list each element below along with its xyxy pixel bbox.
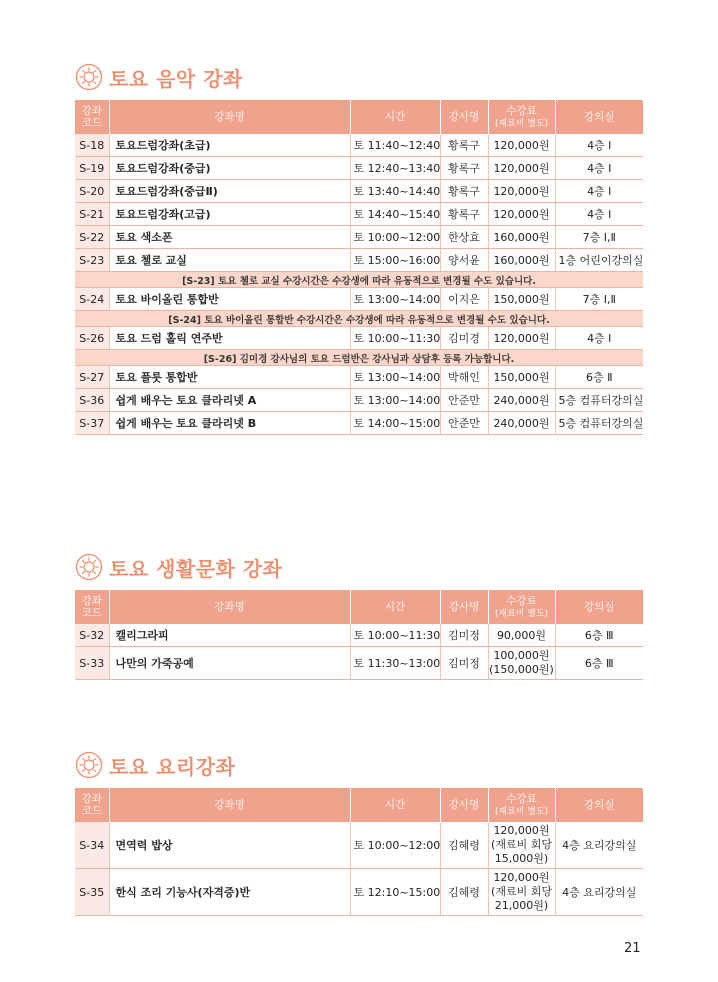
course-room: 7층 Ⅰ,Ⅱ (555, 288, 643, 311)
course-time: 토 10:00~11:30 (350, 624, 440, 647)
table-row (75, 157, 643, 180)
course-room: 7층 Ⅰ,Ⅱ (555, 226, 643, 249)
course-name: 토요드럼강좌(고급) (109, 203, 350, 226)
course-teacher: 안준만 (440, 412, 488, 435)
course-fee-line: 120,000원 (493, 824, 550, 837)
course-fee-line: 15,000원) (494, 852, 549, 865)
course-fee: 160,000원 (488, 249, 555, 272)
header-code: 강좌 코드 (75, 590, 109, 624)
course-name: 토요 바이올린 통합반 (109, 288, 350, 311)
course-fee-line: (재료비 회당 (491, 885, 552, 898)
header-time: 시간 (350, 788, 440, 822)
course-time: 토 13:40~14:40 (350, 180, 440, 203)
course-time: 토 15:00~16:00 (350, 249, 440, 272)
table-row (75, 869, 643, 916)
table-header-row (75, 590, 643, 624)
course-room: 4층 Ⅰ (555, 157, 643, 180)
course-fee: 160,000원 (488, 226, 555, 249)
course-name: 토요드럼강좌(중급) (109, 157, 350, 180)
course-room: 4층 Ⅰ (555, 203, 643, 226)
header-name: 강좌명 (109, 100, 350, 134)
course-room: 4층 Ⅰ (555, 327, 643, 350)
course-time: 토 10:00~12:00 (350, 822, 440, 869)
course-fee: 240,000원 (488, 412, 555, 435)
course-code: S-27 (75, 366, 109, 389)
course-code: S-35 (75, 869, 109, 916)
sun-icon (75, 63, 103, 91)
header-room: 강의실 (555, 100, 643, 134)
course-name: 쉽게 배우는 토요 클라리넷 B (109, 412, 350, 435)
table-row (75, 647, 643, 680)
header-teacher: 강사명 (440, 788, 488, 822)
course-fee: 90,000원 (488, 624, 555, 647)
course-time: 토 13:00~14:00 (350, 366, 440, 389)
course-room: 5층 컴퓨터강의실 (555, 412, 643, 435)
header-code: 강좌 코드 (75, 100, 109, 134)
course-fee-line: 120,000원 (493, 871, 550, 884)
course-teacher: 황록구 (440, 134, 488, 157)
course-code: S-19 (75, 157, 109, 180)
course-code: S-21 (75, 203, 109, 226)
course-time: 토 10:00~11:30 (350, 327, 440, 350)
course-name: 토요 색소폰 (109, 226, 350, 249)
sun-icon (75, 553, 103, 581)
course-teacher: 김미경 (440, 327, 488, 350)
table-note-row (75, 272, 643, 288)
course-teacher: 김혜령 (440, 822, 488, 869)
course-room: 4층 Ⅰ (555, 134, 643, 157)
table-row (75, 134, 643, 157)
course-room: 4층 요리강의실 (555, 869, 643, 916)
table-row (75, 389, 643, 412)
course-teacher: 김혜령 (440, 869, 488, 916)
course-code: S-18 (75, 134, 109, 157)
table-row (75, 327, 643, 350)
course-time: 토 11:30~13:00 (350, 647, 440, 680)
course-fee (488, 647, 555, 680)
cooking-table (75, 788, 643, 916)
course-code: S-26 (75, 327, 109, 350)
table-note: [S-24] 토요 바이올린 통합반 수강시간은 수강생에 따라 유동적으로 변경될 수도 있습니다. (75, 311, 643, 327)
course-time: 토 13:00~14:00 (350, 288, 440, 311)
music-section-title (75, 62, 643, 92)
course-code: S-23 (75, 249, 109, 272)
course-name: 토요 드럼 홀릭 연주반 (109, 327, 350, 350)
page-number: 21 (624, 941, 641, 956)
section-heading: 토요 음악 강좌 (109, 66, 243, 91)
course-name: 토요 플룻 통합반 (109, 366, 350, 389)
course-fee-line: 21,000원) (494, 899, 549, 912)
header-room: 강의실 (555, 590, 643, 624)
course-time: 토 14:40~15:40 (350, 203, 440, 226)
table-row (75, 180, 643, 203)
header-fee: 수강료 (재료비 별도) (488, 788, 555, 822)
table-row (75, 226, 643, 249)
header-name: 강좌명 (109, 788, 350, 822)
table-row (75, 822, 643, 869)
header-room: 강의실 (555, 788, 643, 822)
course-fee: 120,000원 (488, 157, 555, 180)
table-header-row (75, 100, 643, 134)
course-fee: 150,000원 (488, 366, 555, 389)
course-teacher: 박해인 (440, 366, 488, 389)
course-name: 면역력 밥상 (109, 822, 350, 869)
header-time: 시간 (350, 100, 440, 134)
course-code: S-24 (75, 288, 109, 311)
sun-icon (75, 751, 103, 779)
course-fee: 120,000원 (488, 180, 555, 203)
course-name: 토요드럼강좌(초급) (109, 134, 350, 157)
course-fee-line: (재료비 회당 (491, 838, 552, 851)
table-note-row (75, 311, 643, 327)
cooking-section-title (75, 750, 643, 780)
course-name: 토요 첼로 교실 (109, 249, 350, 272)
course-name: 토요드럼강좌(중급Ⅱ) (109, 180, 350, 203)
header-fee: 수강료 (재료비 별도) (488, 590, 555, 624)
course-teacher: 이지은 (440, 288, 488, 311)
course-fee: 120,000원 (488, 134, 555, 157)
table-note: [S-26] 김미경 강사님의 토요 드럼반은 강사님과 상담후 등록 가능합니다. (75, 350, 643, 366)
course-time: 토 11:40~12:40 (350, 134, 440, 157)
course-room: 6층 Ⅱ (555, 366, 643, 389)
course-code: S-22 (75, 226, 109, 249)
course-fee-line: (150,000원) (489, 663, 554, 676)
table-note-row (75, 350, 643, 366)
culture-table (75, 590, 643, 680)
course-teacher: 안준만 (440, 389, 488, 412)
table-row (75, 249, 643, 272)
table-row (75, 624, 643, 647)
header-fee: 수강료 (재료비 별도) (488, 100, 555, 134)
music-table (75, 100, 643, 435)
header-time: 시간 (350, 590, 440, 624)
course-code: S-20 (75, 180, 109, 203)
course-fee: 240,000원 (488, 389, 555, 412)
course-code: S-36 (75, 389, 109, 412)
course-teacher: 김미정 (440, 624, 488, 647)
course-time: 토 12:40~13:40 (350, 157, 440, 180)
course-name: 캘리그라피 (109, 624, 350, 647)
music-section (75, 62, 643, 435)
course-name: 쉽게 배우는 토요 클라리넷 A (109, 389, 350, 412)
table-row (75, 366, 643, 389)
course-room: 4층 요리강의실 (555, 822, 643, 869)
header-teacher: 강사명 (440, 590, 488, 624)
table-note: [S-23] 토요 첼로 교실 수강시간은 수강생에 따라 유동적으로 변경될 수도 있습니다. (75, 272, 643, 288)
header-name: 강좌명 (109, 590, 350, 624)
table-row (75, 288, 643, 311)
course-code: S-34 (75, 822, 109, 869)
section-heading: 토요 요리강좌 (109, 754, 236, 779)
header-teacher: 강사명 (440, 100, 488, 134)
cooking-section (75, 750, 643, 916)
course-room: 4층 Ⅰ (555, 180, 643, 203)
course-room: 6층 Ⅲ (555, 624, 643, 647)
table-header-row (75, 788, 643, 822)
course-time: 토 10:00~12:00 (350, 226, 440, 249)
course-name: 나만의 가죽공예 (109, 647, 350, 680)
course-code: S-33 (75, 647, 109, 680)
culture-section (75, 552, 643, 680)
course-fee (488, 822, 555, 869)
section-heading: 토요 생활문화 강좌 (109, 556, 283, 581)
table-row (75, 412, 643, 435)
course-time: 토 12:10~15:00 (350, 869, 440, 916)
course-code: S-37 (75, 412, 109, 435)
table-row (75, 203, 643, 226)
course-fee: 120,000원 (488, 327, 555, 350)
course-code: S-32 (75, 624, 109, 647)
course-teacher: 양서윤 (440, 249, 488, 272)
course-room: 6층 Ⅲ (555, 647, 643, 680)
course-room: 5층 컴퓨터강의실 (555, 389, 643, 412)
course-fee (488, 869, 555, 916)
course-time: 토 14:00~15:00 (350, 412, 440, 435)
course-name: 한식 조리 기능사(자격증)반 (109, 869, 350, 916)
header-code: 강좌 코드 (75, 788, 109, 822)
course-teacher: 황록구 (440, 203, 488, 226)
course-teacher: 황록구 (440, 157, 488, 180)
course-fee: 150,000원 (488, 288, 555, 311)
course-fee-line: 100,000원 (493, 649, 550, 662)
course-teacher: 황록구 (440, 180, 488, 203)
course-teacher: 김미정 (440, 647, 488, 680)
course-teacher: 한상효 (440, 226, 488, 249)
course-fee: 120,000원 (488, 203, 555, 226)
course-room: 1층 어린이강의실 (555, 249, 643, 272)
course-time: 토 13:00~14:00 (350, 389, 440, 412)
culture-section-title (75, 552, 643, 582)
